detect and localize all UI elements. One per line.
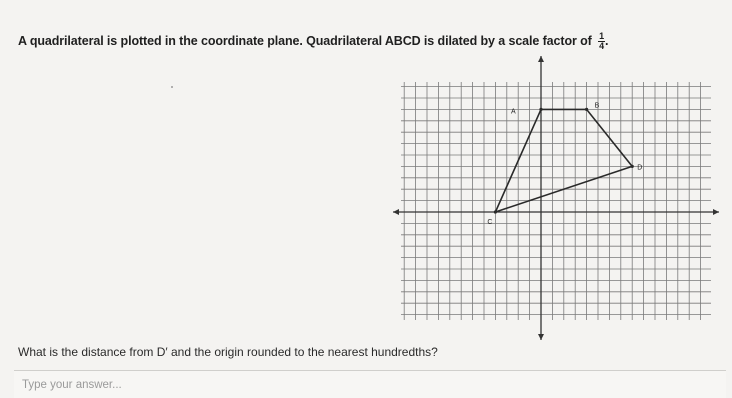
coordinate-plane — [393, 52, 723, 342]
vertex-label-d: D — [637, 164, 643, 172]
axes — [393, 56, 719, 340]
vertex-point-d — [631, 165, 634, 168]
fraction-denominator: 4 — [599, 41, 605, 51]
vertex-label-a: A — [511, 108, 516, 116]
vertex-point-a — [539, 108, 542, 111]
vertex-label-b: B — [594, 102, 600, 110]
fraction-numerator: 1 — [599, 31, 605, 41]
vertex-label-c: C — [487, 219, 493, 226]
vertex-point-c — [494, 210, 497, 213]
question-statement: A quadrilateral is plotted in the coordinate plane. Quadrilateral ABCD is dilated by a scale factor of — [18, 33, 592, 48]
question-text — [18, 32, 608, 51]
scale-factor-fraction — [598, 32, 605, 51]
y-axis-arrow-down — [538, 334, 544, 340]
prompt-question: What is the distance from D′ and the origin rounded to the nearest hundredths? — [18, 345, 438, 359]
x-axis-arrow-left — [393, 209, 399, 215]
answer-input[interactable] — [14, 371, 726, 398]
stray-mark — [171, 86, 173, 88]
x-axis-arrow-right — [713, 209, 719, 215]
grid-lines — [401, 82, 711, 320]
y-axis-arrow-up — [538, 56, 544, 62]
question-period: . — [605, 33, 609, 48]
answer-box[interactable] — [14, 370, 726, 398]
vertex-point-b — [585, 108, 588, 111]
